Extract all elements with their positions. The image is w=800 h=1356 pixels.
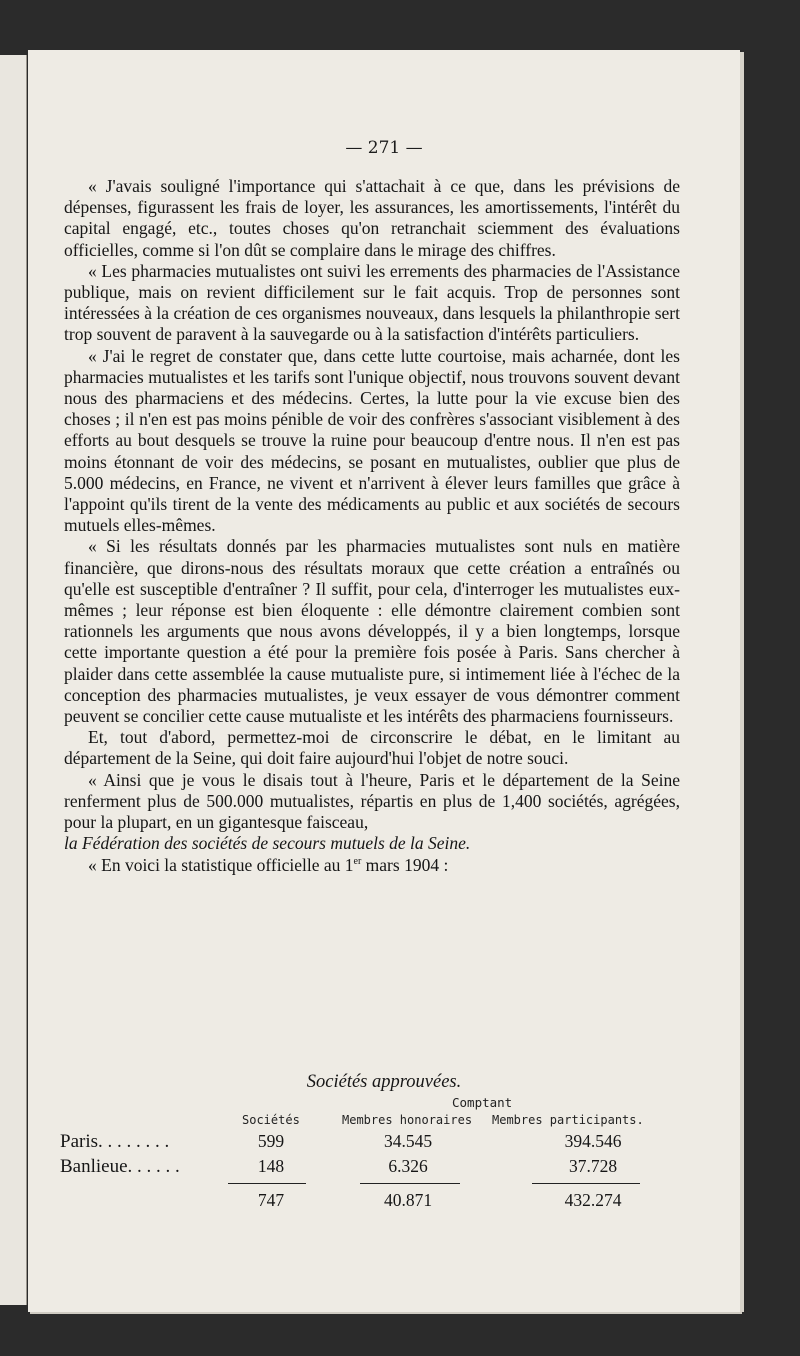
statistics-intro-date: mars 1904 : (361, 854, 449, 875)
table-cell: 599 (257, 1131, 285, 1151)
statistics-intro-text: « En voici la statistique officielle au 1 (88, 854, 354, 875)
row-label-banlieue: Banlieue. . . . . . (60, 1156, 180, 1177)
superscript: er (353, 855, 362, 867)
row-label-paris: Paris. . . . . . . . (60, 1131, 170, 1152)
paragraph: « Ainsi que je vous le disais tout à l'heure, Paris et le département de la Seine renferment plus de 500.000 mutualistes, répartis en plus de 1,400 sociétés, agrégées, pour la plupart, en un gigantesque faisceau, (64, 769, 680, 833)
paragraph: « Si les résultats donnés par les pharmacies mutualistes sont nuls en matière financière, que dirons-nous des résultats moraux que cette création a entraînés ou qu'elle est susceptible d'entraîner ? Il suffit, pour cela, d'interroger les mutualistes eux-mêmes ; leur réponse est bien éloquente : elle démontre clairement combien sont rationnels les arguments que nous avons développés, il y a bien longtemps, lorsque cette importante question a été pour la première fois posée à Paris. Sans chercher à plaider dans cette assemblée la cause mutualiste pure, si intimement liée à l'échec de la conception des pharmacies mutualistes, je veux essayer de vous démontrer comment peuvent se concilier cette cause mutualiste et les intérêts des pharmaciens fournisseurs. (64, 536, 680, 727)
body-text (64, 176, 680, 876)
page-number: — 271 — (345, 138, 423, 158)
paragraph: « J'ai le regret de constater que, dans cette lutte courtoise, mais acharnée, dont les pharmacies mutualistes et les tarifs sont l'unique objectif, nous trouvons souvent devant nous des pharmaciens et des médecins. Certes, la lutte pour la vie excuse bien des choses ; il n'en est pas moins pénible de voir des confrères s'associant visiblement à des efforts au bout desquels se trouve la ruine pour beaucoup d'entre nous. Il n'en est pas moins étonnant de voir des médecins, se posant en mutualistes, oublier que plus de 5.000 médecins, en France, ne vivent et n'arrivent à élever leurs familles que grâce à l'appoint qu'ils tirent de la vente des médicaments au public et aux sociétés de secours mutuels elles-mêmes. (64, 345, 680, 536)
total-rule (360, 1183, 460, 1184)
total-rule (228, 1183, 306, 1184)
column-header-honoraires: Membres honoraires (342, 1113, 473, 1127)
page-edge (740, 52, 744, 1312)
table-title: Sociétés approuvées. (306, 1072, 462, 1092)
table-cell: 6.326 (388, 1156, 428, 1176)
federation-name: la Fédération des sociétés de secours mutuels de la Seine. (64, 833, 471, 854)
book-page (28, 50, 740, 1312)
total-cell: 747 (257, 1190, 285, 1210)
table-cell: 34.545 (383, 1131, 433, 1151)
table-cell: 148 (257, 1156, 285, 1176)
statistics-intro (64, 855, 680, 876)
column-header-societes: Sociétés (242, 1113, 300, 1127)
table-group-header: Comptant (452, 1095, 513, 1110)
paragraph: Et, tout d'abord, permettez-moi de circonscrire le débat, en le limitant au département de la Seine, qui doit faire aujourd'hui l'objet de notre souci. (64, 727, 680, 769)
total-cell: 432.274 (564, 1190, 622, 1210)
total-rule (532, 1183, 640, 1184)
column-header-participants: Membres participants. (492, 1113, 644, 1127)
table-cell: 37.728 (568, 1156, 618, 1176)
paragraph: « Les pharmacies mutualistes ont suivi les errements des pharmacies de l'Assistance publique, mais on revient difficilement sur le fait acquis. Trop de personnes sont intéressées à la création de ces organismes nouveaux, dans lesquels la philanthropie sert trop souvent de paravent à la sauvegarde ou à la satisfaction d'intérêts particuliers. (64, 260, 680, 345)
total-cell: 40.871 (383, 1190, 433, 1210)
facing-page-edge (0, 55, 27, 1305)
paragraph: « J'avais souligné l'importance qui s'attachait à ce que, dans les prévisions de dépenses, figurassent les frais de loyer, les assurances, les amortissements, l'intérêt du capital engagé, etc., toutes choses qu'on retranchait sciemment des évaluations officielles, comme si l'on dût se complaire dans le mirage des chiffres. (64, 176, 680, 260)
table-cell: 394.546 (564, 1131, 622, 1151)
